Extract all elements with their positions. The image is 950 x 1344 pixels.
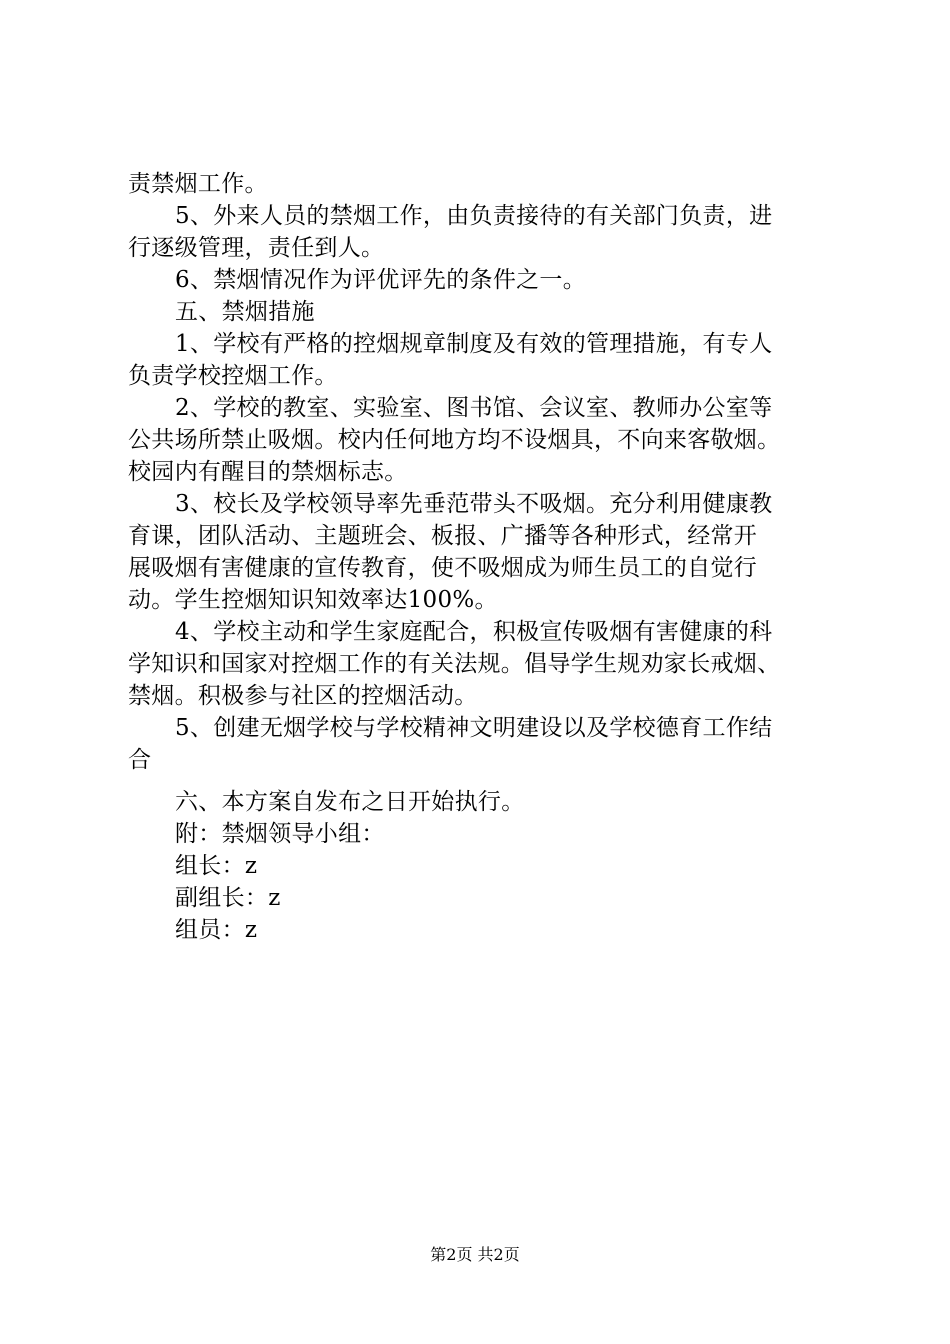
paragraph-line: 5、外来人员的禁烟工作，由负责接待的有关部门负责，进 — [175, 203, 773, 229]
paragraph-line: 6、禁烟情况作为评优评先的条件之一。 — [175, 267, 587, 293]
document-body — [128, 168, 828, 946]
members-line: 组员：z — [175, 917, 258, 943]
group-leader-line: 组长：z — [175, 853, 258, 879]
appendix-title: 附：禁烟领导小组： — [175, 821, 385, 847]
paragraph-line: 1、学校有严格的控烟规章制度及有效的管理措施，有专人 — [175, 331, 773, 357]
section-heading: 五、禁烟措施 — [175, 299, 315, 325]
paragraph-line: 4、学校主动和学生家庭配合，积极宣传吸烟有害健康的科 — [175, 619, 773, 645]
page-number-footer: 第2页 共2页 — [430, 1245, 520, 1264]
section-heading: 六、本方案自发布之日开始执行。 — [175, 789, 525, 815]
paragraph-line: 学知识和国家对控烟工作的有关法规。倡导学生规劝家长戒烟、 — [128, 651, 781, 677]
paragraph-line: 展吸烟有害健康的宣传教育，使不吸烟成为师生员工的自觉行 — [128, 555, 758, 581]
paragraph-line: 合 — [128, 747, 152, 773]
paragraph-line: 育课，团队活动、主题班会、板报、广播等各种形式，经常开 — [128, 523, 758, 549]
paragraph-line: 2、学校的教室、实验室、图书馆、会议室、教师办公室等 — [175, 395, 773, 421]
paragraph-line: 公共场所禁止吸烟。校内任何地方均不设烟具，不向来客敬烟。 — [128, 427, 781, 453]
paragraph-line: 责禁烟工作。 — [128, 171, 268, 197]
paragraph-line: 5、创建无烟学校与学校精神文明建设以及学校德育工作结 — [175, 715, 773, 741]
paragraph-line: 动。学生控烟知识知效率达100%。 — [128, 587, 498, 613]
paragraph-line: 3、校长及学校领导率先垂范带头不吸烟。充分利用健康教 — [175, 491, 773, 517]
paragraph-line: 负责学校控烟工作。 — [128, 363, 338, 389]
paragraph-line: 禁烟。积极参与社区的控烟活动。 — [128, 683, 478, 709]
deputy-leader-line: 副组长：z — [175, 885, 281, 911]
paragraph-line: 校园内有醒目的禁烟标志。 — [128, 459, 408, 485]
paragraph-line: 行逐级管理，责任到人。 — [128, 235, 385, 261]
